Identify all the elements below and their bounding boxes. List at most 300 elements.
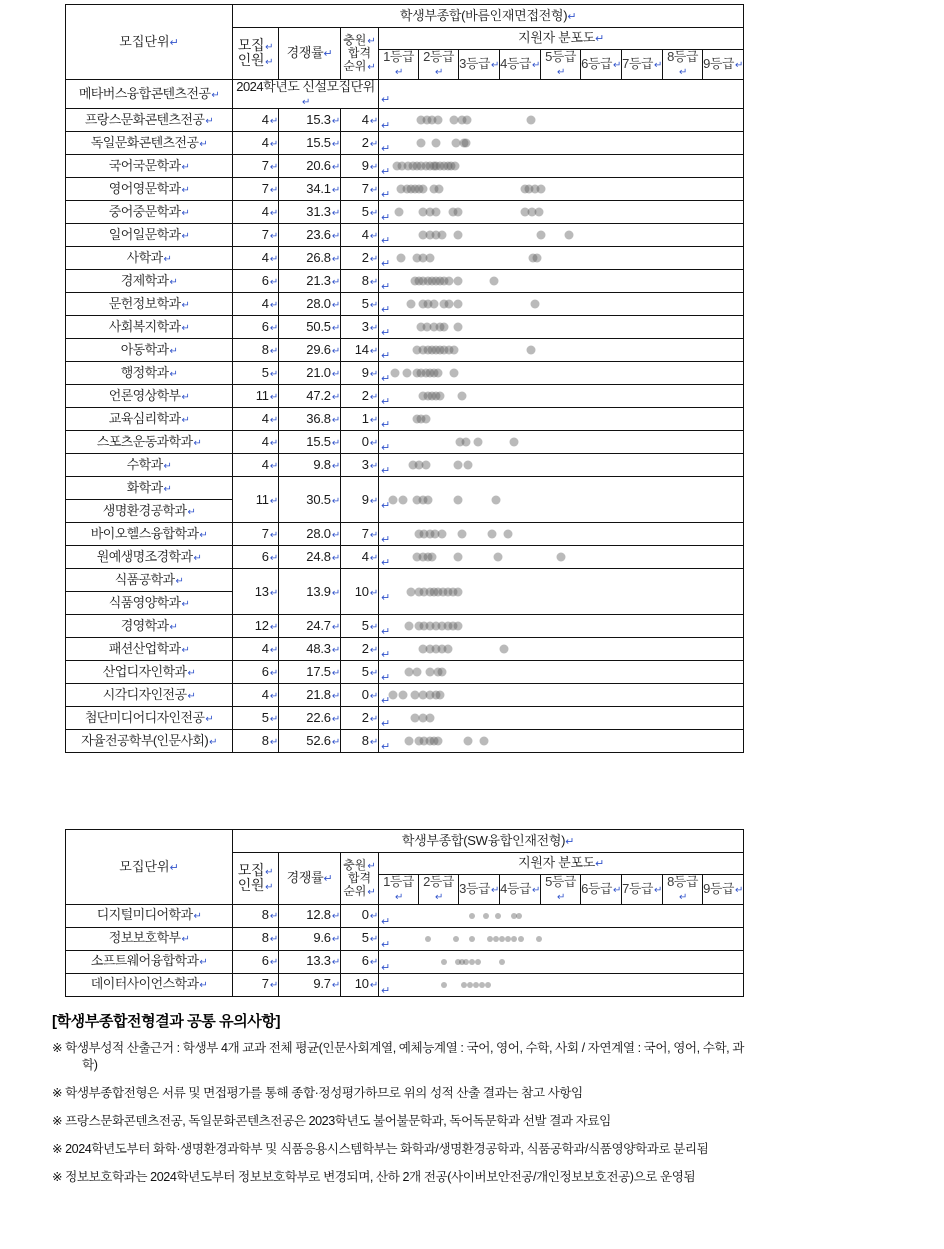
return-mark-icon: ↵ xyxy=(381,672,391,685)
return-mark-icon: ↵ xyxy=(163,254,172,266)
unit-name-cell xyxy=(66,293,233,316)
header-grade-8 xyxy=(663,50,703,80)
return-mark-icon: ↵ xyxy=(269,645,278,657)
note-item xyxy=(52,1085,932,1102)
ratio-cell xyxy=(279,730,341,753)
applicant-dot xyxy=(391,369,400,378)
note-mark-icon: ※ xyxy=(52,1041,63,1055)
unit-name-cell xyxy=(66,385,233,408)
distribution-cell xyxy=(379,79,744,109)
return-mark-icon: ↵ xyxy=(187,668,196,680)
applicant-dot xyxy=(433,737,442,746)
header-quota-line1: 모집 xyxy=(237,861,265,878)
unit-name-cell xyxy=(66,224,233,247)
fill-rank-cell-label: 7 xyxy=(361,526,369,542)
quota-cell-label: 7 xyxy=(261,976,269,992)
applicant-dot xyxy=(444,300,453,309)
unit-name-cell-label: 바이오헬스융합학과 xyxy=(90,526,199,542)
distribution-cell xyxy=(379,661,744,684)
return-mark-icon: ↵ xyxy=(531,60,540,72)
return-mark-icon: ↵ xyxy=(369,231,378,243)
applicant-dot xyxy=(432,139,441,148)
ratio-cell xyxy=(279,707,341,730)
unit-name-cell xyxy=(66,973,233,996)
applicant-dot xyxy=(463,737,472,746)
fill-rank-cell xyxy=(341,927,379,950)
quota-cell-label: 4 xyxy=(261,457,269,473)
header-unit-label: 모집단위 xyxy=(119,858,170,874)
fill-rank-cell-label: 2 xyxy=(361,641,369,657)
quota-cell xyxy=(233,523,279,546)
distribution-cell xyxy=(379,730,744,753)
unit-name-cell-label: 식품영양학과 xyxy=(108,595,181,611)
fill-rank-cell xyxy=(341,408,379,431)
unit-name-cell-label: 중어중문학과 xyxy=(108,204,181,220)
quota-cell-label: 12 xyxy=(254,618,269,634)
return-mark-icon: ↵ xyxy=(331,668,340,680)
header-grade-5 xyxy=(541,875,581,905)
header-grade-7 xyxy=(622,875,663,905)
return-mark-icon: ↵ xyxy=(531,885,540,897)
applicant-dot xyxy=(453,622,462,631)
applicant-dot xyxy=(434,185,443,194)
table-row xyxy=(66,247,744,270)
quota-cell xyxy=(233,477,279,523)
return-mark-icon: ↵ xyxy=(269,957,278,969)
header-fill-line2: 합격 xyxy=(347,870,372,885)
quota-cell-label: 11 xyxy=(255,388,269,404)
quota-cell-label: 8 xyxy=(261,733,269,749)
return-mark-icon: ↵ xyxy=(193,438,202,450)
applicant-dot xyxy=(423,495,432,504)
quota-cell-label: 13 xyxy=(254,583,269,599)
applicant-dot xyxy=(441,959,447,965)
return-mark-icon: ↵ xyxy=(169,36,179,49)
table-sw xyxy=(65,829,744,997)
quota-cell-label: 4 xyxy=(261,296,269,312)
table-row xyxy=(66,615,744,638)
distribution-cell xyxy=(379,178,744,201)
header-ratio xyxy=(279,853,341,905)
table-row xyxy=(66,431,744,454)
quota-cell xyxy=(233,684,279,707)
header-fill-line2: 합격 xyxy=(347,45,372,60)
ratio-cell xyxy=(279,950,341,973)
return-mark-icon: ↵ xyxy=(269,346,278,358)
return-mark-icon: ↵ xyxy=(331,438,340,450)
applicant-dot xyxy=(457,392,466,401)
return-mark-icon: ↵ xyxy=(331,622,340,634)
applicant-dot xyxy=(453,553,462,562)
distribution-cell xyxy=(379,615,744,638)
table-row xyxy=(66,638,744,661)
unit-name-cell-label: 산업디자인학과 xyxy=(102,664,187,680)
applicant-dot xyxy=(475,959,481,965)
return-mark-icon: ↵ xyxy=(381,304,391,317)
ratio-cell xyxy=(279,569,341,615)
header-grade-2 xyxy=(419,875,459,905)
unit-name-cell xyxy=(66,247,233,270)
fill-rank-cell xyxy=(341,661,379,684)
fill-rank-cell-label: 6 xyxy=(361,953,369,969)
note-mark-icon: ※ xyxy=(52,1114,63,1128)
header-fill-line3: 순위 xyxy=(343,58,367,73)
return-mark-icon: ↵ xyxy=(331,323,340,335)
table-barum-wrapper xyxy=(65,4,744,753)
fill-rank-cell xyxy=(341,569,379,615)
unit-name-cell-label: 화학과 xyxy=(126,480,163,496)
return-mark-icon: ↵ xyxy=(381,718,391,731)
unit-name-cell xyxy=(66,500,233,523)
ratio-cell xyxy=(279,339,341,362)
header-distribution-label: 지원자 분포도 xyxy=(518,855,595,871)
return-mark-icon: ↵ xyxy=(163,461,172,473)
quota-cell-label: 6 xyxy=(261,664,269,680)
quota-cell-label: 11 xyxy=(255,491,269,507)
applicant-dot xyxy=(421,461,430,470)
return-mark-icon: ↵ xyxy=(381,189,391,202)
header-grade-2-label: 2등급 xyxy=(423,874,454,889)
header-exam-title xyxy=(233,830,744,853)
unit-name-cell xyxy=(66,546,233,569)
unit-name-cell-label: 프랑스문화콘텐츠전공 xyxy=(84,112,205,128)
distribution-cell xyxy=(379,973,744,996)
return-mark-icon: ↵ xyxy=(331,277,340,289)
unit-name-cell-label: 독일문화콘텐츠전공 xyxy=(90,135,199,151)
fill-rank-cell-label: 4 xyxy=(361,549,369,565)
quota-cell-label: 4 xyxy=(261,687,269,703)
fill-rank-cell xyxy=(341,431,379,454)
return-mark-icon: ↵ xyxy=(269,587,278,599)
fill-rank-cell xyxy=(341,293,379,316)
header-grade-5-label: 5등급 xyxy=(545,874,576,889)
return-mark-icon: ↵ xyxy=(557,892,565,904)
note-mark-icon: ※ xyxy=(52,1142,63,1156)
header-grade-6-label: 6등급 xyxy=(581,881,612,897)
return-mark-icon: ↵ xyxy=(369,208,378,220)
ratio-cell-label: 47.2 xyxy=(306,388,331,404)
ratio-cell-label: 28.0 xyxy=(306,526,331,542)
table-row xyxy=(66,224,744,247)
return-mark-icon: ↵ xyxy=(193,553,202,565)
header-fill-rank xyxy=(341,28,379,80)
ratio-cell xyxy=(279,638,341,661)
table-row xyxy=(66,927,744,950)
applicant-dot xyxy=(469,913,475,919)
return-mark-icon: ↵ xyxy=(269,300,278,312)
unit-name-cell-label: 경제학과 xyxy=(120,273,169,289)
return-mark-icon: ↵ xyxy=(269,254,278,266)
applicant-dot xyxy=(425,936,431,942)
unit-name-cell xyxy=(66,730,233,753)
applicant-dot xyxy=(463,461,472,470)
quota-cell xyxy=(233,224,279,247)
table-row xyxy=(66,201,744,224)
return-mark-icon: ↵ xyxy=(381,419,391,432)
applicant-dot xyxy=(453,277,462,286)
fill-rank-cell xyxy=(341,950,379,973)
applicant-dot xyxy=(432,208,441,217)
return-mark-icon: ↵ xyxy=(323,48,333,61)
fill-rank-cell xyxy=(341,684,379,707)
table-row xyxy=(66,155,744,178)
table-row xyxy=(66,523,744,546)
header-distribution xyxy=(379,853,744,875)
quota-cell xyxy=(233,247,279,270)
quota-cell xyxy=(233,707,279,730)
unit-name-cell-label: 메타버스융합콘텐츠전공 xyxy=(78,85,211,101)
return-mark-icon: ↵ xyxy=(187,507,196,519)
table-row xyxy=(66,109,744,132)
header-fill-line1: 충원 xyxy=(343,32,367,47)
unit-name-cell-label: 사회복지학과 xyxy=(108,319,181,335)
return-mark-icon: ↵ xyxy=(369,116,378,128)
return-mark-icon: ↵ xyxy=(199,530,208,542)
ratio-cell-label: 21.0 xyxy=(306,365,331,381)
return-mark-icon: ↵ xyxy=(175,576,184,588)
return-mark-icon: ↵ xyxy=(269,438,278,450)
ratio-cell-label: 29.6 xyxy=(306,342,331,358)
header-grade-7-label: 7등급 xyxy=(622,881,653,897)
fill-rank-cell xyxy=(341,270,379,293)
applicant-dot xyxy=(433,116,442,125)
applicant-dot xyxy=(453,208,462,217)
return-mark-icon: ↵ xyxy=(269,162,278,174)
fill-rank-cell xyxy=(341,730,379,753)
fill-rank-cell-label: 2 xyxy=(361,388,369,404)
return-mark-icon: ↵ xyxy=(205,116,214,128)
header-ratio-label: 경쟁률 xyxy=(286,870,324,886)
quota-cell-label: 5 xyxy=(261,710,269,726)
quota-cell xyxy=(233,155,279,178)
unit-name-cell-label: 아동학과 xyxy=(120,342,169,358)
return-mark-icon: ↵ xyxy=(331,587,340,599)
quota-cell xyxy=(233,973,279,996)
return-mark-icon: ↵ xyxy=(331,415,340,427)
return-mark-icon: ↵ xyxy=(381,961,391,974)
quota-cell xyxy=(233,270,279,293)
table-sw-head xyxy=(66,830,744,905)
unit-name-cell xyxy=(66,79,233,109)
return-mark-icon: ↵ xyxy=(269,461,278,473)
quota-cell xyxy=(233,638,279,661)
applicant-dot xyxy=(474,438,483,447)
return-mark-icon: ↵ xyxy=(269,714,278,726)
note-text: 2024학년도부터 화학·생명환경과학부 및 식품응용시스템학부는 화학과/생명환경공학과, 식품공학과/식품영양학과로 분리됨 xyxy=(65,1142,709,1156)
return-mark-icon: ↵ xyxy=(181,934,190,946)
table-sw-body xyxy=(66,904,744,996)
return-mark-icon: ↵ xyxy=(612,60,621,72)
return-mark-icon: ↵ xyxy=(369,553,378,565)
fill-rank-cell-label: 4 xyxy=(361,112,369,128)
unit-name-cell-label: 데이터사이언스학과 xyxy=(90,976,199,992)
return-mark-icon: ↵ xyxy=(381,649,391,662)
unit-name-cell xyxy=(66,362,233,385)
quota-cell-label: 8 xyxy=(261,907,269,923)
ratio-cell xyxy=(279,615,341,638)
ratio-cell xyxy=(279,523,341,546)
return-mark-icon: ↵ xyxy=(331,691,340,703)
ratio-cell-label: 20.6 xyxy=(306,158,331,174)
header-fill-line3: 순위 xyxy=(343,883,367,898)
ratio-cell-label: 15.5 xyxy=(306,135,331,151)
header-exam-title xyxy=(233,5,744,28)
return-mark-icon: ↵ xyxy=(369,323,378,335)
applicant-dot xyxy=(500,645,509,654)
return-mark-icon: ↵ xyxy=(331,737,340,749)
return-mark-icon: ↵ xyxy=(435,892,443,904)
applicant-dot xyxy=(399,495,408,504)
quota-cell xyxy=(233,385,279,408)
applicant-dot xyxy=(488,530,497,539)
return-mark-icon: ↵ xyxy=(594,858,604,871)
distribution-cell xyxy=(379,224,744,247)
unit-name-cell-label: 국어국문학과 xyxy=(108,158,181,174)
return-mark-icon: ↵ xyxy=(369,714,378,726)
quota-cell xyxy=(233,316,279,339)
header-grade-9 xyxy=(703,875,744,905)
return-mark-icon: ↵ xyxy=(181,231,190,243)
fill-rank-cell-label: 0 xyxy=(361,434,369,450)
unit-name-cell xyxy=(66,592,233,615)
return-mark-icon: ↵ xyxy=(369,438,378,450)
return-mark-icon: ↵ xyxy=(381,938,391,951)
return-mark-icon: ↵ xyxy=(265,41,274,53)
fill-rank-cell xyxy=(341,385,379,408)
fill-rank-cell-label: 9 xyxy=(361,365,369,381)
ratio-cell-label: 13.9 xyxy=(306,583,331,599)
header-grade-5 xyxy=(541,50,581,80)
return-mark-icon: ↵ xyxy=(369,911,378,923)
fill-rank-cell-label: 3 xyxy=(361,319,369,335)
return-mark-icon: ↵ xyxy=(269,185,278,197)
applicant-dot xyxy=(492,495,501,504)
applicant-dot xyxy=(437,668,446,677)
ratio-cell-label: 31.3 xyxy=(306,204,331,220)
return-mark-icon: ↵ xyxy=(181,185,190,197)
return-mark-icon: ↵ xyxy=(367,61,376,73)
return-mark-icon: ↵ xyxy=(331,231,340,243)
return-mark-icon: ↵ xyxy=(369,622,378,634)
applicant-dot xyxy=(483,913,489,919)
applicant-dot xyxy=(435,691,444,700)
return-mark-icon: ↵ xyxy=(331,254,340,266)
fill-rank-cell-label: 5 xyxy=(361,618,369,634)
return-mark-icon: ↵ xyxy=(181,599,190,611)
table-barum-head xyxy=(66,5,744,80)
note-item xyxy=(52,1169,932,1186)
distribution-cell xyxy=(379,523,744,546)
header-quota-line1: 모집 xyxy=(237,36,265,53)
return-mark-icon: ↵ xyxy=(369,587,378,599)
return-mark-icon: ↵ xyxy=(331,392,340,404)
applicant-dot xyxy=(389,691,398,700)
quota-cell xyxy=(233,293,279,316)
return-mark-icon: ↵ xyxy=(381,212,391,225)
return-mark-icon: ↵ xyxy=(369,185,378,197)
header-exam-title-label: 학생부종합(SW융합인재전형) xyxy=(401,832,566,848)
unit-name-cell xyxy=(66,707,233,730)
applicant-dot xyxy=(536,231,545,240)
applicant-dot xyxy=(435,392,444,401)
return-mark-icon: ↵ xyxy=(565,835,575,848)
distribution-cell xyxy=(379,109,744,132)
quota-cell-label: 4 xyxy=(261,641,269,657)
fill-rank-cell xyxy=(341,109,379,132)
applicant-dot xyxy=(463,116,472,125)
return-mark-icon: ↵ xyxy=(269,323,278,335)
return-mark-icon: ↵ xyxy=(369,495,378,507)
header-fill-rank xyxy=(341,853,379,905)
return-mark-icon: ↵ xyxy=(181,645,190,657)
ratio-cell xyxy=(279,385,341,408)
return-mark-icon: ↵ xyxy=(594,33,604,46)
applicant-dot xyxy=(494,553,503,562)
unit-name-cell-label: 자율전공학부(인문사회) xyxy=(81,733,209,749)
return-mark-icon: ↵ xyxy=(367,35,376,47)
return-mark-icon: ↵ xyxy=(331,208,340,220)
return-mark-icon: ↵ xyxy=(381,143,391,156)
quota-cell-label: 8 xyxy=(261,342,269,358)
unit-name-cell xyxy=(66,950,233,973)
quota-cell xyxy=(233,454,279,477)
quota-cell-label: 4 xyxy=(261,135,269,151)
return-mark-icon: ↵ xyxy=(395,67,403,79)
applicant-dot xyxy=(407,300,416,309)
notes-title: [학생부종합전형결과 공통 유의사항] xyxy=(52,1013,281,1030)
ratio-cell xyxy=(279,316,341,339)
return-mark-icon: ↵ xyxy=(199,957,208,969)
ratio-cell xyxy=(279,155,341,178)
fill-rank-cell-label: 2 xyxy=(361,250,369,266)
return-mark-icon: ↵ xyxy=(169,346,178,358)
unit-name-cell xyxy=(66,904,233,927)
ratio-cell-label: 26.8 xyxy=(306,250,331,266)
return-mark-icon: ↵ xyxy=(331,461,340,473)
header-grade-4 xyxy=(500,875,541,905)
return-mark-icon: ↵ xyxy=(331,369,340,381)
applicant-dot xyxy=(485,982,491,988)
applicant-dot xyxy=(425,254,434,263)
applicant-dot xyxy=(421,415,430,424)
fill-rank-cell-label: 0 xyxy=(361,907,369,923)
unit-name-cell-label: 문헌정보학과 xyxy=(108,296,181,312)
header-grade-2-label: 2등급 xyxy=(423,49,454,64)
header-distribution-label: 지원자 분포도 xyxy=(518,30,595,46)
new-unit-note-label: 2024학년도 신설모집단위 xyxy=(236,78,375,94)
header-grade-1 xyxy=(379,875,419,905)
note-mark-icon: ※ xyxy=(52,1170,63,1184)
return-mark-icon: ↵ xyxy=(163,484,172,496)
quota-cell xyxy=(233,950,279,973)
distribution-cell xyxy=(379,201,744,224)
ratio-cell-label: 9.6 xyxy=(313,930,331,946)
unit-name-cell xyxy=(66,408,233,431)
unit-name-cell-label: 첨단미디어디자인전공 xyxy=(84,710,205,726)
fill-rank-cell xyxy=(341,454,379,477)
return-mark-icon: ↵ xyxy=(369,530,378,542)
return-mark-icon: ↵ xyxy=(381,591,391,604)
return-mark-icon: ↵ xyxy=(381,327,391,340)
fill-rank-cell-label: 5 xyxy=(361,296,369,312)
ratio-cell-label: 13.3 xyxy=(306,953,331,969)
distribution-cell xyxy=(379,950,744,973)
fill-rank-cell xyxy=(341,247,379,270)
return-mark-icon: ↵ xyxy=(369,980,378,992)
distribution-cell xyxy=(379,638,744,661)
unit-name-cell-label: 패션산업학과 xyxy=(108,641,181,657)
applicant-dot xyxy=(403,369,412,378)
